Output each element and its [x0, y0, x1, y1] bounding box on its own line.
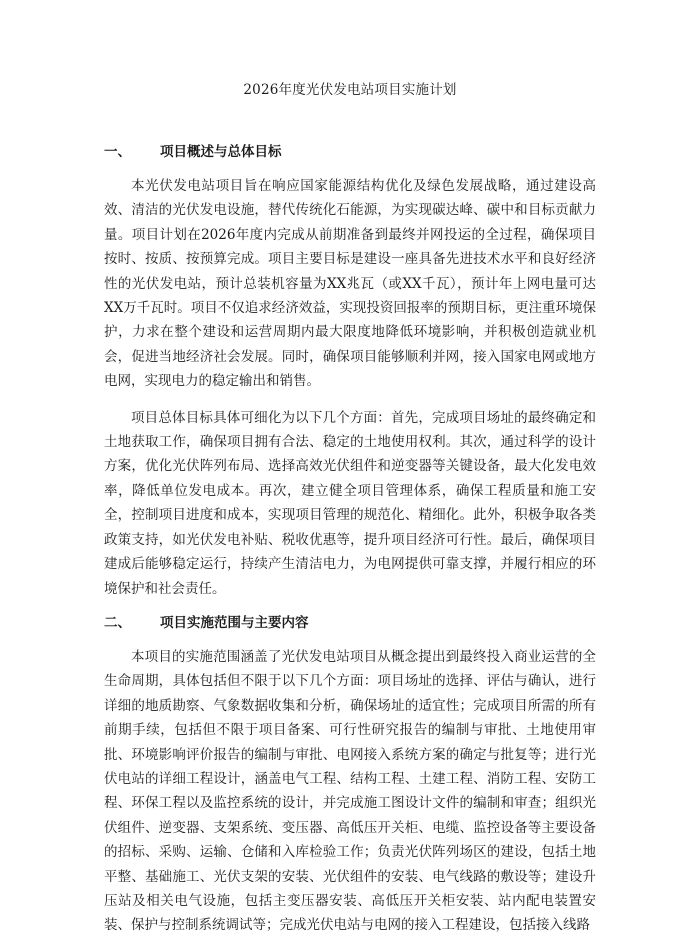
section-heading-1	[104, 142, 596, 162]
section-number-2: 二、	[104, 614, 131, 631]
paragraph: 项目总体目标具体可细化为以下几个方面：首先，完成项目场址的最终确定和土地获取工作，确保项目拥有合法、稳定的土地使用权利。其次，通过科学的设计方案，优化光伏阵列布局、选择高效光伏组件和逆变器等关键设备，最大化发电效率，降低单位发电成本。再次，建立健全项目管理体系，确保工程质量和施工安全，控制项目进度和成本，实现项目管理的规范化、精细化。此外，积极争取各类政策支持，如光伏发电补贴、税收优惠等，提升项目经济可行性。最后，确保项目建成后能够稳定运行，持续产生清洁电力，为电网提供可靠支撑，并履行相应的环境保护和社会责任。	[104, 409, 596, 597]
section-number-1: 一、	[104, 144, 131, 160]
paragraph: 本光伏发电站项目旨在响应国家能源结构优化及绿色发展战略，通过建设高效、清洁的光伏发电设施，替代传统化石能源，为实现碳达峰、碳中和目标贡献力量。项目计划在2026年度内完成从前期准备到最终并网投运的全过程，确保项目按时、按质、按预算完成。项目主要目标是建设一座具备先进技术水平和良好经济性的光伏发电站，预计总装机容量为XX兆瓦（或XX千瓦），预计年上网电量可达XX万千瓦时。项目不仅追求经济效益，实现投资回报率的预期目标，更注重环境保护，力求在整个建设和运营周期内最大限度地降低环境影响，并积极创造就业机会，促进当地经济社会发展。同时，确保项目能够顺利并网，接入国家电网或地方电网，实现电力的稳定输出和销售。	[104, 178, 596, 390]
section-title-1: 项目概述与总体目标	[160, 144, 282, 160]
section-title-2: 项目实施范围与主要内容	[160, 614, 309, 631]
paragraph: 本项目的实施范围涵盖了光伏发电站项目从概念提出到最终投入商业运营的全生命周期，具体包括但不限于以下几个方面：项目场址的选择、评估与确认，进行详细的地质勘察、气象数据收集和分析，确保场址的适宜性；完成项目所需的所有前期手续，包括但不限于项目备案、可行性研究报告的编制与审批、土地使用审批、环境影响评价报告的编制与审批、电网接入系统方案的确定与批复等；进行光伏电站的详细工程设计，涵盖电气工程、结构工程、土建工程、消防工程、安防工程、环保工程以及监控系统的设计，并完成施工图设计文件的编制和审查；组织光伏组件、逆变器、支架系统、变压器、高低压开关柜、电缆、监控设备等主要设备的招标、采购、运输、仓储和入库检验工作；负责光伏阵列场区的建设，包括土地平整、基础施工、光伏支架的安装、光伏组件的安装、电气线路的敷设等；建设升压站及相关电气设施，包括主变压器安装、高低压开关柜安装、站内配电装置安装、保护与控制系统调试等；完成光伏电站与电网的接入工程建设，包括接入线路	[104, 648, 596, 934]
document-title: 2026年度光伏发电站项目实施计划	[243, 82, 457, 98]
section-heading-2	[104, 613, 596, 633]
